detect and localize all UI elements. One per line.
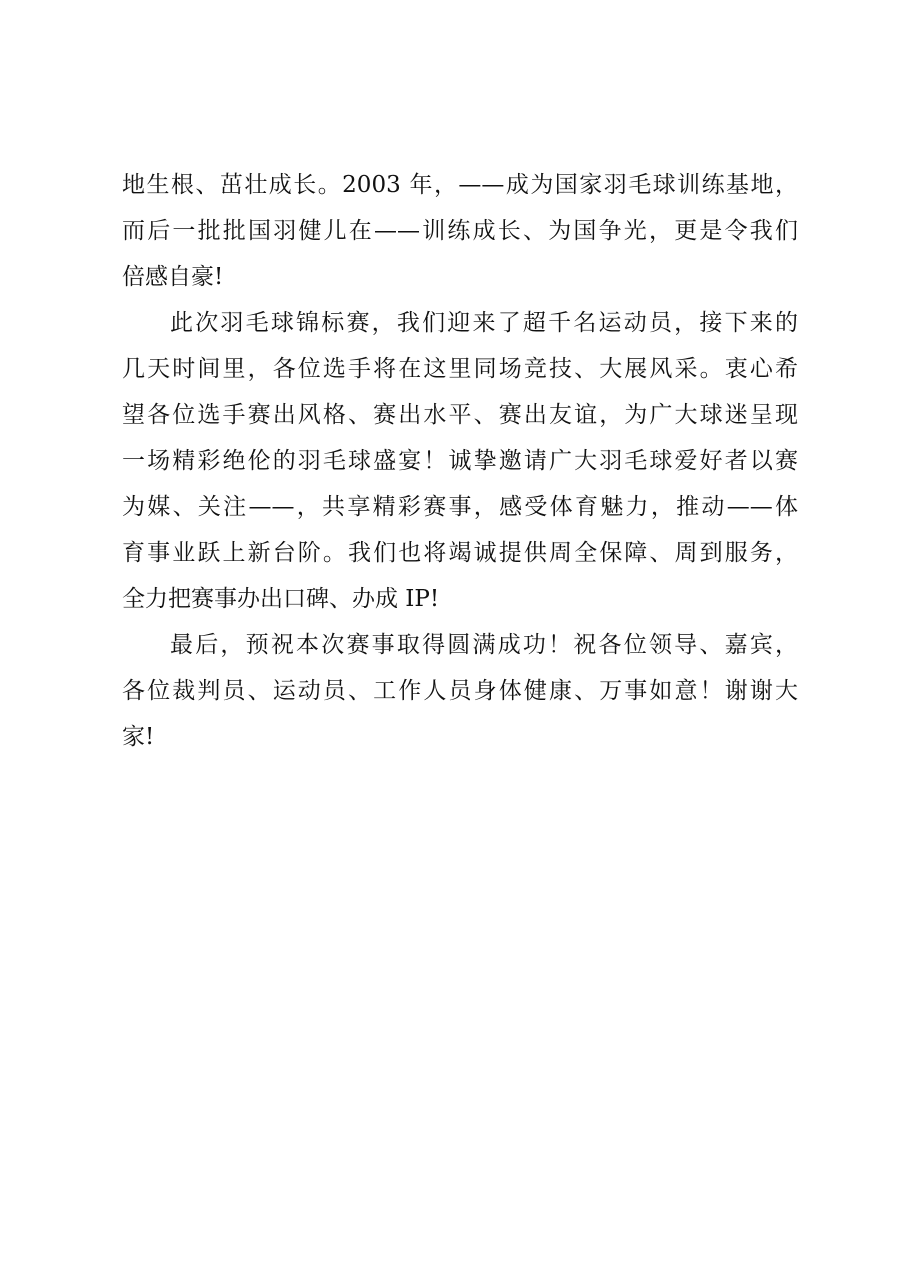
paragraph-3-line-3: 家! (122, 724, 155, 750)
paragraph-2-line-4: 一场精彩绝伦的羽毛球盛宴！诚挚邀请广大羽毛球爱好者以赛 (122, 448, 798, 474)
document-body (122, 162, 798, 760)
paragraph-2-line-6: 育事业跃上新台阶。我们也将竭诚提供周全保障、周到服务， (122, 540, 798, 566)
paragraph-2-line-5: 为媒、关注——，共享精彩赛事，感受体育魅力，推动——体 (122, 494, 798, 520)
paragraph-3-line-2: 各位裁判员、运动员、工作人员身体健康、万事如意！谢谢大 (122, 678, 798, 704)
paragraph-1-line-1: 地生根、茁壮成长。2003 年，——成为国家羽毛球训练基地， (122, 172, 798, 198)
paragraph-2-line-2: 几天时间里，各位选手将在这里同场竞技、大展风采。衷心希 (122, 356, 798, 382)
paragraph-2-line-3: 望各位选手赛出风格、赛出水平、赛出友谊，为广大球迷呈现 (122, 402, 798, 428)
paragraph-1-line-2: 而后一批批国羽健儿在——训练成长、为国争光，更是令我们 (122, 218, 798, 244)
paragraph-3-line-1: 最后，预祝本次赛事取得圆满成功！祝各位领导、嘉宾， (170, 632, 798, 658)
paragraph-2-line-1: 此次羽毛球锦标赛，我们迎来了超千名运动员，接下来的 (170, 310, 798, 336)
paragraph-2-line-7: 全力把赛事办出口碑、办成 IP! (122, 586, 440, 612)
paragraph-1-line-3: 倍感自豪! (122, 264, 224, 290)
